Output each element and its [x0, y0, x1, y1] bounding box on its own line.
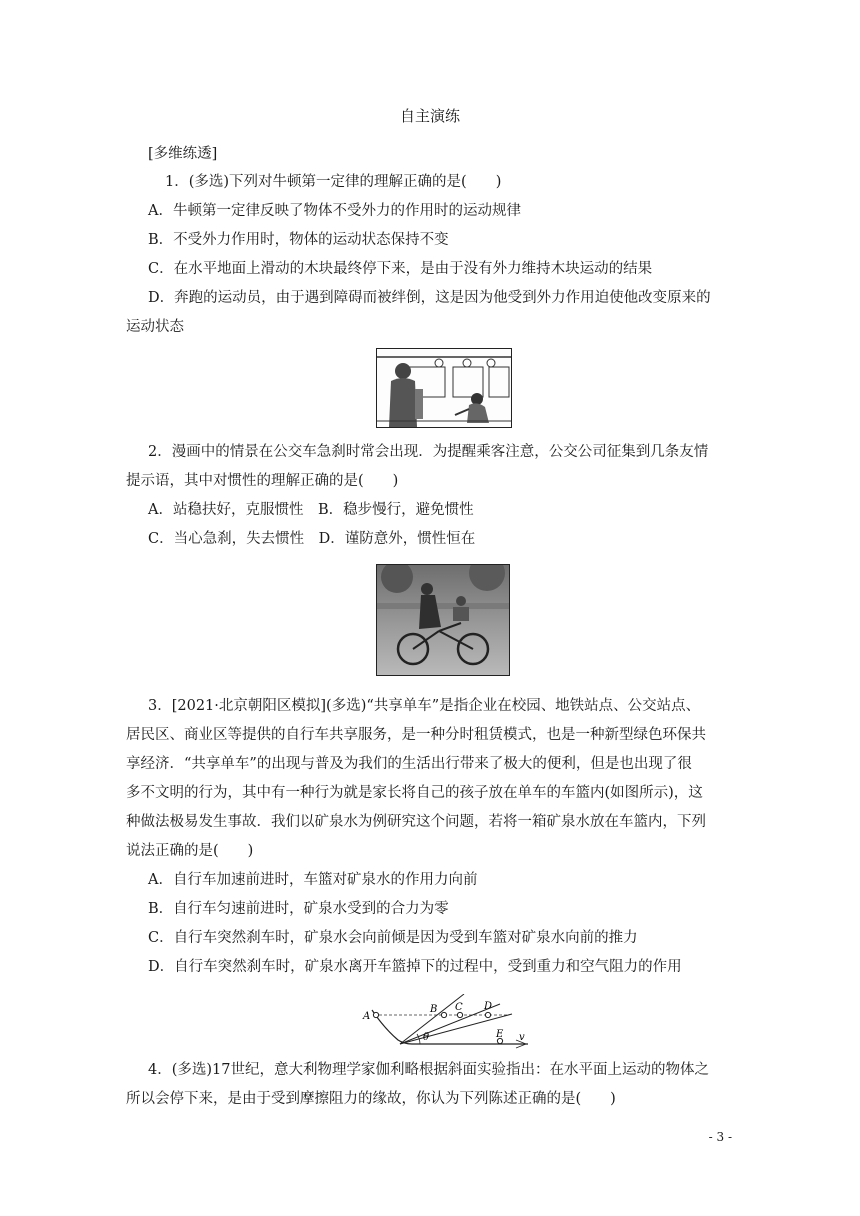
q2-stem-cont: 提示语，其中对惯性的理解正确的是( ) [126, 473, 399, 489]
q3-option-a: A．自行车加速前进时，车篮对矿泉水的作用力向前 [148, 872, 478, 888]
bicycle-photo-figure [376, 564, 510, 676]
q3-stem-line6: 说法正确的是( ) [126, 843, 254, 859]
incline-diagram [360, 994, 540, 1050]
q1-option-c: C．在水平地面上滑动的木块最终停下来，是由于没有外力维持木块运动的结果 [148, 261, 653, 277]
q3-option-c: C．自行车突然刹车时，矿泉水会向前倾是因为受到车篮对矿泉水向前的推力 [148, 930, 638, 946]
q2-options-cd: C．当心急刹，失去惯性 D．谨防意外，惯性恒在 [148, 531, 476, 547]
point-a-label: A [363, 1011, 371, 1022]
q3-stem-line1: 3．[2021·北京朝阳区模拟](多选)“共享单车”是指企业在校园、地铁站点、公交站点、 [148, 698, 701, 714]
point-e-label: E [496, 1029, 504, 1040]
point-c-label: C [455, 1002, 463, 1013]
q1-option-d: D．奔跑的运动员，由于遇到障碍而被绊倒，这是因为他受到外力作用迫使他改变原来的 [148, 290, 711, 306]
q1-option-d-cont: 运动状态 [126, 319, 184, 335]
q3-stem-line2: 居民区、商业区等提供的自行车共享服务，是一种分时租赁模式，也是一种新型绿色环保共 [126, 727, 706, 743]
point-b-label: B [430, 1004, 438, 1015]
q1-option-b: B．不受外力作用时，物体的运动状态保持不变 [148, 232, 449, 248]
page-number: - 3 - [708, 1130, 732, 1144]
q3-stem-line5: 种做法极易发生事故．我们以矿泉水为例研究这个问题，若将一箱矿泉水放在车篮内，下列 [126, 814, 706, 830]
page-title: 自主演练 [399, 107, 460, 125]
bus-cartoon-figure [376, 348, 512, 428]
q2-options-ab: A．站稳扶好，克服惯性 B．稳步慢行，避免惯性 [148, 502, 474, 518]
q1-option-a: A．牛顿第一定律反映了物体不受外力的作用时的运动规律 [148, 203, 521, 219]
q3-option-d: D．自行车突然刹车时，矿泉水离开车篮掉下的过程中，受到重力和空气阻力的作用 [148, 959, 682, 975]
q1-stem: 1．(多选)下列对牛顿第一定律的理解正确的是( ) [165, 174, 502, 190]
q4-stem-line1: 4．(多选)17世纪，意大利物理学家伽利略根据斜面实验指出：在水平面上运动的物体之 [148, 1062, 709, 1078]
q3-option-b: B．自行车匀速前进时，矿泉水受到的合力为零 [148, 901, 449, 917]
velocity-label: v [519, 1032, 525, 1043]
q2-stem: 2．漫画中的情景在公交车急刹时常会出现．为提醒乘客注意，公交公司征集到几条友情 [148, 444, 709, 460]
theta-label: θ [423, 1032, 430, 1043]
q3-stem-line4: 多不文明的行为，其中有一种行为就是家长将自己的孩子放在单车的车篮内(如图所示)，这 [126, 785, 703, 801]
q3-stem-line3: 享经济．“共享单车”的出现与普及为我们的生活出行带来了极大的便利，但是也出现了很 [126, 756, 692, 772]
q4-stem-line2: 所以会停下来，是由于受到摩擦阻力的缘故，你认为下列陈述正确的是( ) [126, 1091, 616, 1107]
point-d-label: D [484, 1001, 493, 1012]
section-label: [多维练透] [148, 146, 218, 162]
